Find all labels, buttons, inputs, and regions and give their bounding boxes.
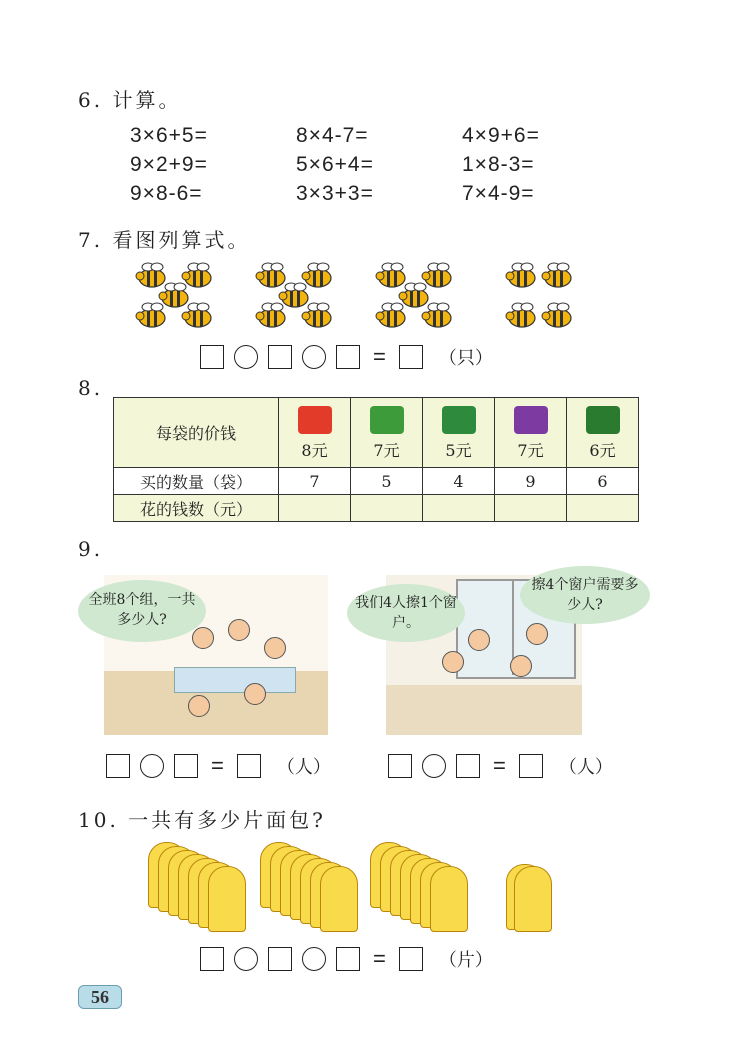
price-cell (495, 398, 567, 468)
price-table (113, 397, 639, 522)
q6-expr: 9×2+9= (130, 153, 208, 176)
unit-label: （人） (276, 757, 331, 778)
price-value: 7元 (373, 441, 400, 460)
qty-cell: 5 (351, 468, 423, 495)
operator-circle[interactable] (302, 345, 326, 369)
price-cell (423, 398, 495, 468)
cost-answer-cell[interactable] (351, 495, 423, 522)
q6-expr: 4×9+6= (462, 124, 540, 147)
answer-box[interactable] (200, 947, 224, 971)
price-value: 5元 (445, 441, 472, 460)
cost-answer-cell[interactable] (279, 495, 351, 522)
answer-box[interactable] (399, 947, 423, 971)
row-label-qty: 买的数量（袋） (114, 468, 279, 495)
answer-box[interactable] (519, 754, 543, 778)
bean-bag-icon (442, 406, 476, 434)
q7-answer-row (200, 344, 493, 370)
q9-answer-row-left (106, 753, 331, 779)
q6-title: 6. 计算。 (78, 88, 182, 112)
q6-expr: 8×4-7= (296, 124, 369, 147)
cost-answer-cell[interactable] (567, 495, 639, 522)
eggplant-bag-icon (514, 406, 548, 434)
operator-circle[interactable] (302, 947, 326, 971)
operator-circle[interactable] (234, 345, 258, 369)
q10-answer-row (200, 946, 493, 972)
equals-sign: = (493, 753, 506, 778)
q6-expr: 3×6+5= (130, 124, 208, 147)
tomato-bag-icon (298, 406, 332, 434)
cost-answer-cell[interactable] (423, 495, 495, 522)
pepper-bag-icon (586, 406, 620, 434)
answer-box[interactable] (200, 345, 224, 369)
unit-label: （片） (438, 950, 493, 971)
q6-expr: 9×8-6= (130, 182, 203, 205)
bee-illustration (120, 258, 590, 338)
row-label-cost: 花的钱数（元） (114, 495, 279, 522)
equals-sign: = (373, 344, 386, 369)
qty-cell: 6 (567, 468, 639, 495)
q9-answer-row-right (388, 753, 613, 779)
speech-bubble-middle: 我们4人擦1个窗户。 (347, 584, 465, 642)
answer-box[interactable] (106, 754, 130, 778)
unit-label: （人） (558, 757, 613, 778)
qty-cell: 7 (279, 468, 351, 495)
price-cell (567, 398, 639, 468)
answer-box[interactable] (456, 754, 480, 778)
answer-box[interactable] (388, 754, 412, 778)
cost-answer-cell[interactable] (495, 495, 567, 522)
answer-box[interactable] (336, 947, 360, 971)
q6-expr: 5×6+4= (296, 153, 374, 176)
bee-group-3 (376, 263, 451, 327)
bee-group-4 (506, 263, 571, 327)
q6-expr: 3×3+3= (296, 182, 374, 205)
speech-bubble-left: 全班8个组，一共多少人? (78, 580, 206, 642)
q6-expr: 7×4-9= (462, 182, 535, 205)
row-label-price: 每袋的价钱 (114, 398, 279, 468)
answer-box[interactable] (237, 754, 261, 778)
qty-cell: 9 (495, 468, 567, 495)
price-value: 7元 (517, 441, 544, 460)
operator-circle[interactable] (140, 754, 164, 778)
unit-label: （只） (438, 348, 493, 369)
answer-box[interactable] (336, 345, 360, 369)
equals-sign: = (373, 946, 386, 971)
answer-box[interactable] (268, 345, 292, 369)
operator-circle[interactable] (422, 754, 446, 778)
equals-sign: = (211, 753, 224, 778)
q6-expr: 1×8-3= (462, 153, 535, 176)
price-value: 8元 (301, 441, 328, 460)
operator-circle[interactable] (234, 947, 258, 971)
price-value: 6元 (589, 441, 616, 460)
q9-number: 9. (78, 537, 104, 561)
speech-bubble-right: 擦4个窗户需要多少人? (520, 566, 650, 624)
q10-title: 10. 一共有多少片面包? (78, 808, 326, 832)
bee-group-2 (256, 263, 331, 327)
answer-box[interactable] (174, 754, 198, 778)
bee-group-1 (136, 263, 211, 327)
answer-box[interactable] (268, 947, 292, 971)
bread-illustration (148, 842, 568, 932)
price-cell (279, 398, 351, 468)
q7-title: 7. 看图列算式。 (78, 228, 251, 252)
price-cell (351, 398, 423, 468)
qty-cell: 4 (423, 468, 495, 495)
page-number: 56 (78, 985, 122, 1009)
cucumber-bag-icon (370, 406, 404, 434)
answer-box[interactable] (399, 345, 423, 369)
q8-number: 8. (78, 376, 104, 400)
